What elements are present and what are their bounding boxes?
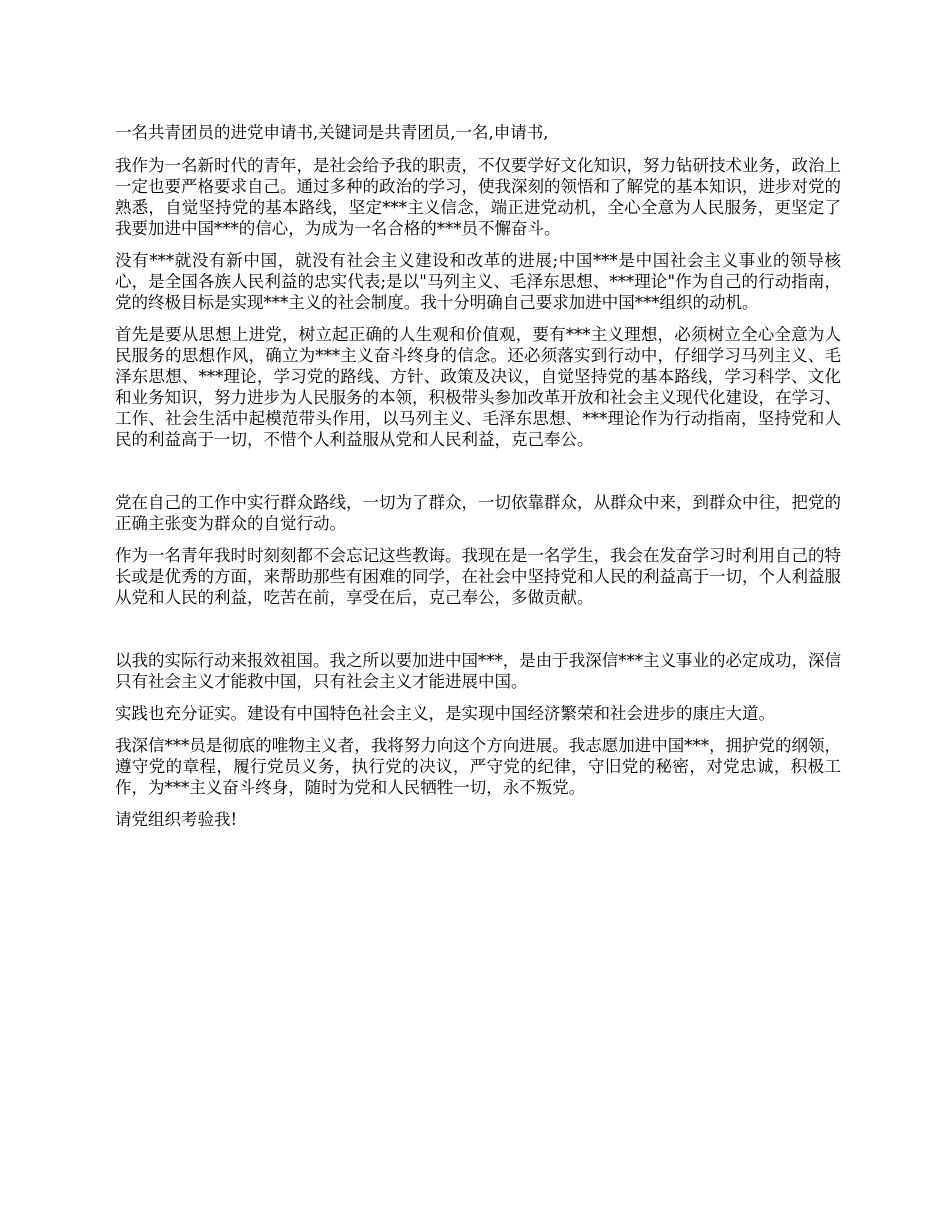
document-title: 一名共青团员的进党申请书,关键词是共青团员,一名,申请书, — [115, 123, 549, 142]
paragraph: 首先是要从思想上进党，树立起正确的人生观和价值观，要有***主义理想，必须树立全心全意为人民服务的思想作风，确立为***主义奋斗终身的信念。还必须落实到行动中，仔细学习马列主义、毛泽东思想、***理论，学习党的路线、方针、政策及决议，自觉坚持党的基本路线，学习科学、文化和业务知识，努力进步为人民服务的本领，积极带头参加改革开放和社会主义现代化建设，在学习、工作、社会生活中起模范带头作用，以马列主义、毛泽东思想、***理论作为行动指南，坚持党和人民的利益高于一切，不惜个人利益服从党和人民利益，克己奉公。 — [115, 325, 841, 449]
closing-line: 请党组织考验我! — [115, 810, 238, 829]
paragraph: 党在自己的工作中实行群众路线，一切为了群众，一切依靠群众，从群众中来，到群众中往，把党的正确主张变为群众的自觉行动。 — [115, 493, 841, 533]
paragraph: 没有***就没有新中国，就没有社会主义建设和改革的进展;中国***是中国社会主义事业的领导核心，是全国各族人民利益的忠实代表;是以"马列主义、毛泽东思想、***理论"作为自己的行动指南，党的终极目标是实现***主义的社会制度。我十分明确自己要求加进中国***组织的动机。 — [115, 251, 841, 312]
paragraph: 实践也充分证实。建设有中国特色社会主义，是实现中国经济繁荣和社会进步的康庄大道。 — [115, 704, 775, 723]
section-spacer — [115, 461, 841, 492]
paragraph: 我作为一名新时代的青年，是社会给予我的职责，不仅要学好文化知识，努力钻研技术业务，政治上一定也要严格要求自己。通过多种的政治的学习，使我深刻的领悟和了解党的基本知识，进步对党的熟悉，自觉坚持党的基本路线，坚定***主义信念，端正进党动机，全心全意为人民服务，更坚定了我要加进中国***的信心，为成为一名合格的***员不懈奋斗。 — [115, 156, 841, 238]
section-spacer — [115, 619, 841, 650]
document-body — [115, 122, 841, 841]
paragraph: 我深信***员是彻底的唯物主义者，我将努力向这个方向进展。我志愿加进中国***，拥护党的纲领，遵守党的章程，履行党员义务，执行党的决议，严守党的纪律，守旧党的秘密，对党忠诚，积极工作，为***主义奋斗终身，随时为党和人民牺牲一切，永不叛党。 — [115, 736, 841, 797]
paragraph: 作为一名青年我时时刻刻都不会忘记这些教诲。我现在是一名学生，我会在发奋学习时利用自己的特长或是优秀的方面，来帮助那些有困难的同学，在社会中坚持党和人民的利益高于一切，个人利益服从党和人民的利益，吃苦在前，享受在后，克己奉公，多做贡献。 — [115, 546, 841, 607]
paragraph: 以我的实际行动来报效祖国。我之所以要加进中国***，是由于我深信***主义事业的必定成功，深信只有社会主义才能救中国，只有社会主义才能进展中国。 — [115, 651, 841, 691]
